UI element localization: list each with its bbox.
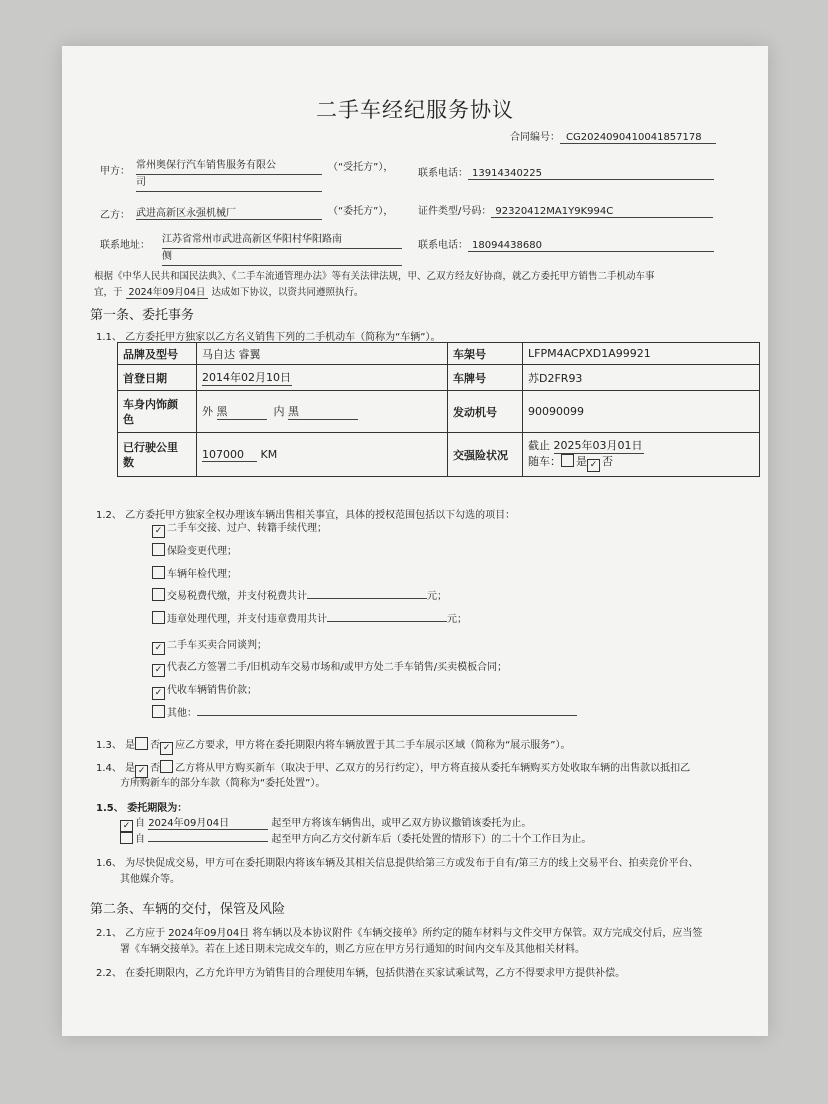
option-item: ✓ 代收车辆销售价款； bbox=[152, 681, 257, 700]
option-item: 车辆年检代理； bbox=[152, 565, 237, 580]
vehicle-colors: 外 黑 内 黑 bbox=[197, 391, 448, 433]
vehicle-vin: LFPM4ACPXD1A99921 bbox=[523, 343, 760, 365]
party-b-role: （“委托方”）， bbox=[328, 206, 394, 217]
vehicle-insurance: 截止 2025年03月01日 随车： 是 ✓ 否 bbox=[523, 433, 760, 477]
clause-1-6-cont: 其他媒介等。 bbox=[120, 874, 180, 885]
party-a-name: 常州奥保行汽车销售服务有限公 司 bbox=[136, 158, 322, 192]
clause-1-4: 1.4、 是 ✓ 否 乙方将从甲方购买新车（取决于甲、乙双方的另行约定），甲方将直接从委托车辆购买方处收取车辆的出售款以抵扣乙 bbox=[96, 759, 690, 778]
party-a-phone: 联系电话： 13914340225 bbox=[418, 164, 714, 180]
vehicle-engine-no: 90090099 bbox=[523, 391, 760, 433]
option-item: ✓ 二手车买卖合同谈判； bbox=[152, 636, 267, 655]
option-checkbox[interactable] bbox=[152, 566, 165, 579]
option-item: 保险变更代理； bbox=[152, 542, 237, 557]
party-a-label: 甲方： bbox=[100, 166, 130, 177]
party-b-name: 武进高新区永强机械厂 bbox=[136, 204, 322, 220]
clause-1-4-cont: 方所购新车的部分车款（简称为“委托处置”）。 bbox=[120, 778, 326, 789]
contract-number: 合同编号： CG2024090410041857178 bbox=[510, 128, 716, 144]
option-item: 违章处理代理，并支付违章费用共计 元； bbox=[152, 610, 467, 625]
clause-1-6: 1.6、 为尽快促成交易，甲方可在委托期限内将该车辆及其相关信息提供给第三方或发布于自有/第三方的线上交易平台、拍卖竞价平台、 bbox=[96, 858, 699, 869]
clause-2-1: 2.1、 乙方应于 2024年09月04日 将车辆以及本协议附件《车辆交接单》所约定的随车材料与文件交甲方保管。双方完成交付后，应当签 bbox=[96, 924, 702, 940]
option-checkbox[interactable] bbox=[152, 543, 165, 556]
option-item: 交易税费代缴，并支付税费共计 元； bbox=[152, 587, 447, 602]
article-1-title: 第一条、委托事务 bbox=[90, 308, 195, 323]
contract-paper bbox=[62, 46, 768, 1036]
option-item: ✓ 二手车交接、过户、转籍手续代理； bbox=[152, 519, 327, 538]
vehicle-table bbox=[117, 342, 760, 477]
document-title: 二手车经纪服务协议 bbox=[316, 98, 514, 122]
vehicle-brand: 马自达 睿翼 bbox=[197, 343, 448, 365]
contract-number-value: CG2024090410041857178 bbox=[560, 132, 716, 144]
vehicle-reg-date: 2014年02月10日 bbox=[197, 365, 448, 391]
preamble-line-2: 宜，于 2024年09月04日 达成如下协议，以资共同遵照执行。 bbox=[94, 284, 363, 299]
clause-2-1-cont: 署《车辆交接单》。若在上述日期未完成交车的，则乙方应在甲方另行通知的时间内交车及其他相关材料。 bbox=[120, 944, 585, 955]
option-checkbox[interactable] bbox=[152, 588, 165, 601]
contact-phone: 联系电话： 18094438680 bbox=[418, 236, 714, 252]
clause-1-4-yes-checkbox[interactable]: ✓ bbox=[135, 765, 148, 778]
article-2-title: 第二条、车辆的交付，保管及风险 bbox=[90, 902, 286, 917]
clause-1-5: 1.5、 委托期限为： bbox=[96, 803, 188, 814]
vehicle-plate: 苏D2FR93 bbox=[523, 365, 760, 391]
table-row: 已行驶公里 数 107000 KM 交强险状况 截止 2025年03月01日 随车： 是 ✓ 否 bbox=[118, 433, 760, 477]
clause-1-3-yes-checkbox[interactable] bbox=[135, 737, 148, 750]
vehicle-mileage: 107000 KM bbox=[197, 433, 448, 477]
clause-2-2: 2.2、 在委托期限内，乙方允许甲方为销售目的合理使用车辆，包括供潜在买家试乘试驾，乙方不得要求甲方提供补偿。 bbox=[96, 968, 626, 979]
option-checkbox[interactable]: ✓ bbox=[152, 642, 165, 655]
insurance-no-checkbox[interactable]: ✓ bbox=[587, 459, 600, 472]
party-a-role: （“受托方”）， bbox=[328, 162, 394, 173]
option-checkbox[interactable]: ✓ bbox=[152, 664, 165, 677]
clause-1-3-no-checkbox[interactable]: ✓ bbox=[160, 742, 173, 755]
contact-label: 联系地址： bbox=[100, 240, 150, 251]
party-b-id: 证件类型/号码： 92320412MA1Y9K994C bbox=[418, 202, 713, 218]
option-checkbox[interactable]: ✓ bbox=[152, 525, 165, 538]
preamble-line-1: 根据《中华人民共和国民法典》、《二手车流通管理办法》等有关法律法规，甲、乙双方经友好协商，就乙方委托甲方销售二手机动车事 bbox=[94, 271, 655, 282]
term-option-2: 自 起至甲方向乙方交付新车后（委托处置的情形下）的二十个工作日为止。 bbox=[120, 830, 591, 845]
option-checkbox[interactable] bbox=[152, 705, 165, 718]
option-checkbox[interactable] bbox=[152, 611, 165, 624]
option-item: ✓ 代表乙方签署二手/旧机动车交易市场和/或甲方处二手车销售/买卖模板合同； bbox=[152, 658, 507, 677]
clause-1-1: 1.1、 乙方委托甲方独家以乙方名义销售下列的二手机动车（简称为“车辆”）。 bbox=[96, 332, 441, 343]
table-row: 车身内饰颜 色 外 黑 内 黑 发动机号 90090099 bbox=[118, 391, 760, 433]
table-row: 品牌及型号 马自达 睿翼 车架号 LFPM4ACPXD1A99921 bbox=[118, 343, 760, 365]
term-1-checkbox[interactable]: ✓ bbox=[120, 820, 133, 833]
contact-address: 江苏省常州市武进高新区华阳村华阳路南 侧 bbox=[162, 232, 402, 266]
term-2-checkbox[interactable] bbox=[120, 831, 133, 844]
party-b-label: 乙方： bbox=[100, 210, 130, 221]
insurance-yes-checkbox[interactable] bbox=[561, 454, 574, 467]
option-item: 其他： bbox=[152, 704, 577, 719]
clause-1-4-no-checkbox[interactable] bbox=[160, 760, 173, 773]
term-option-1: ✓ 自 2024年09月04日 起至甲方将该车辆售出，或甲乙双方协议撤销该委托为止。 bbox=[120, 814, 531, 833]
option-checkbox[interactable]: ✓ bbox=[152, 687, 165, 700]
clause-1-3: 1.3、 是 否 ✓ 应乙方要求，甲方将在委托期限内将车辆放置于其二手车展示区域（简称为“展示服务”）。 bbox=[96, 736, 570, 755]
table-row: 首登日期 2014年02月10日 车牌号 苏D2FR93 bbox=[118, 365, 760, 391]
clause-1-2: 1.2、 乙方委托甲方独家全权办理该车辆出售相关事宜，具体的授权范围包括以下勾选的项目： bbox=[96, 510, 516, 521]
